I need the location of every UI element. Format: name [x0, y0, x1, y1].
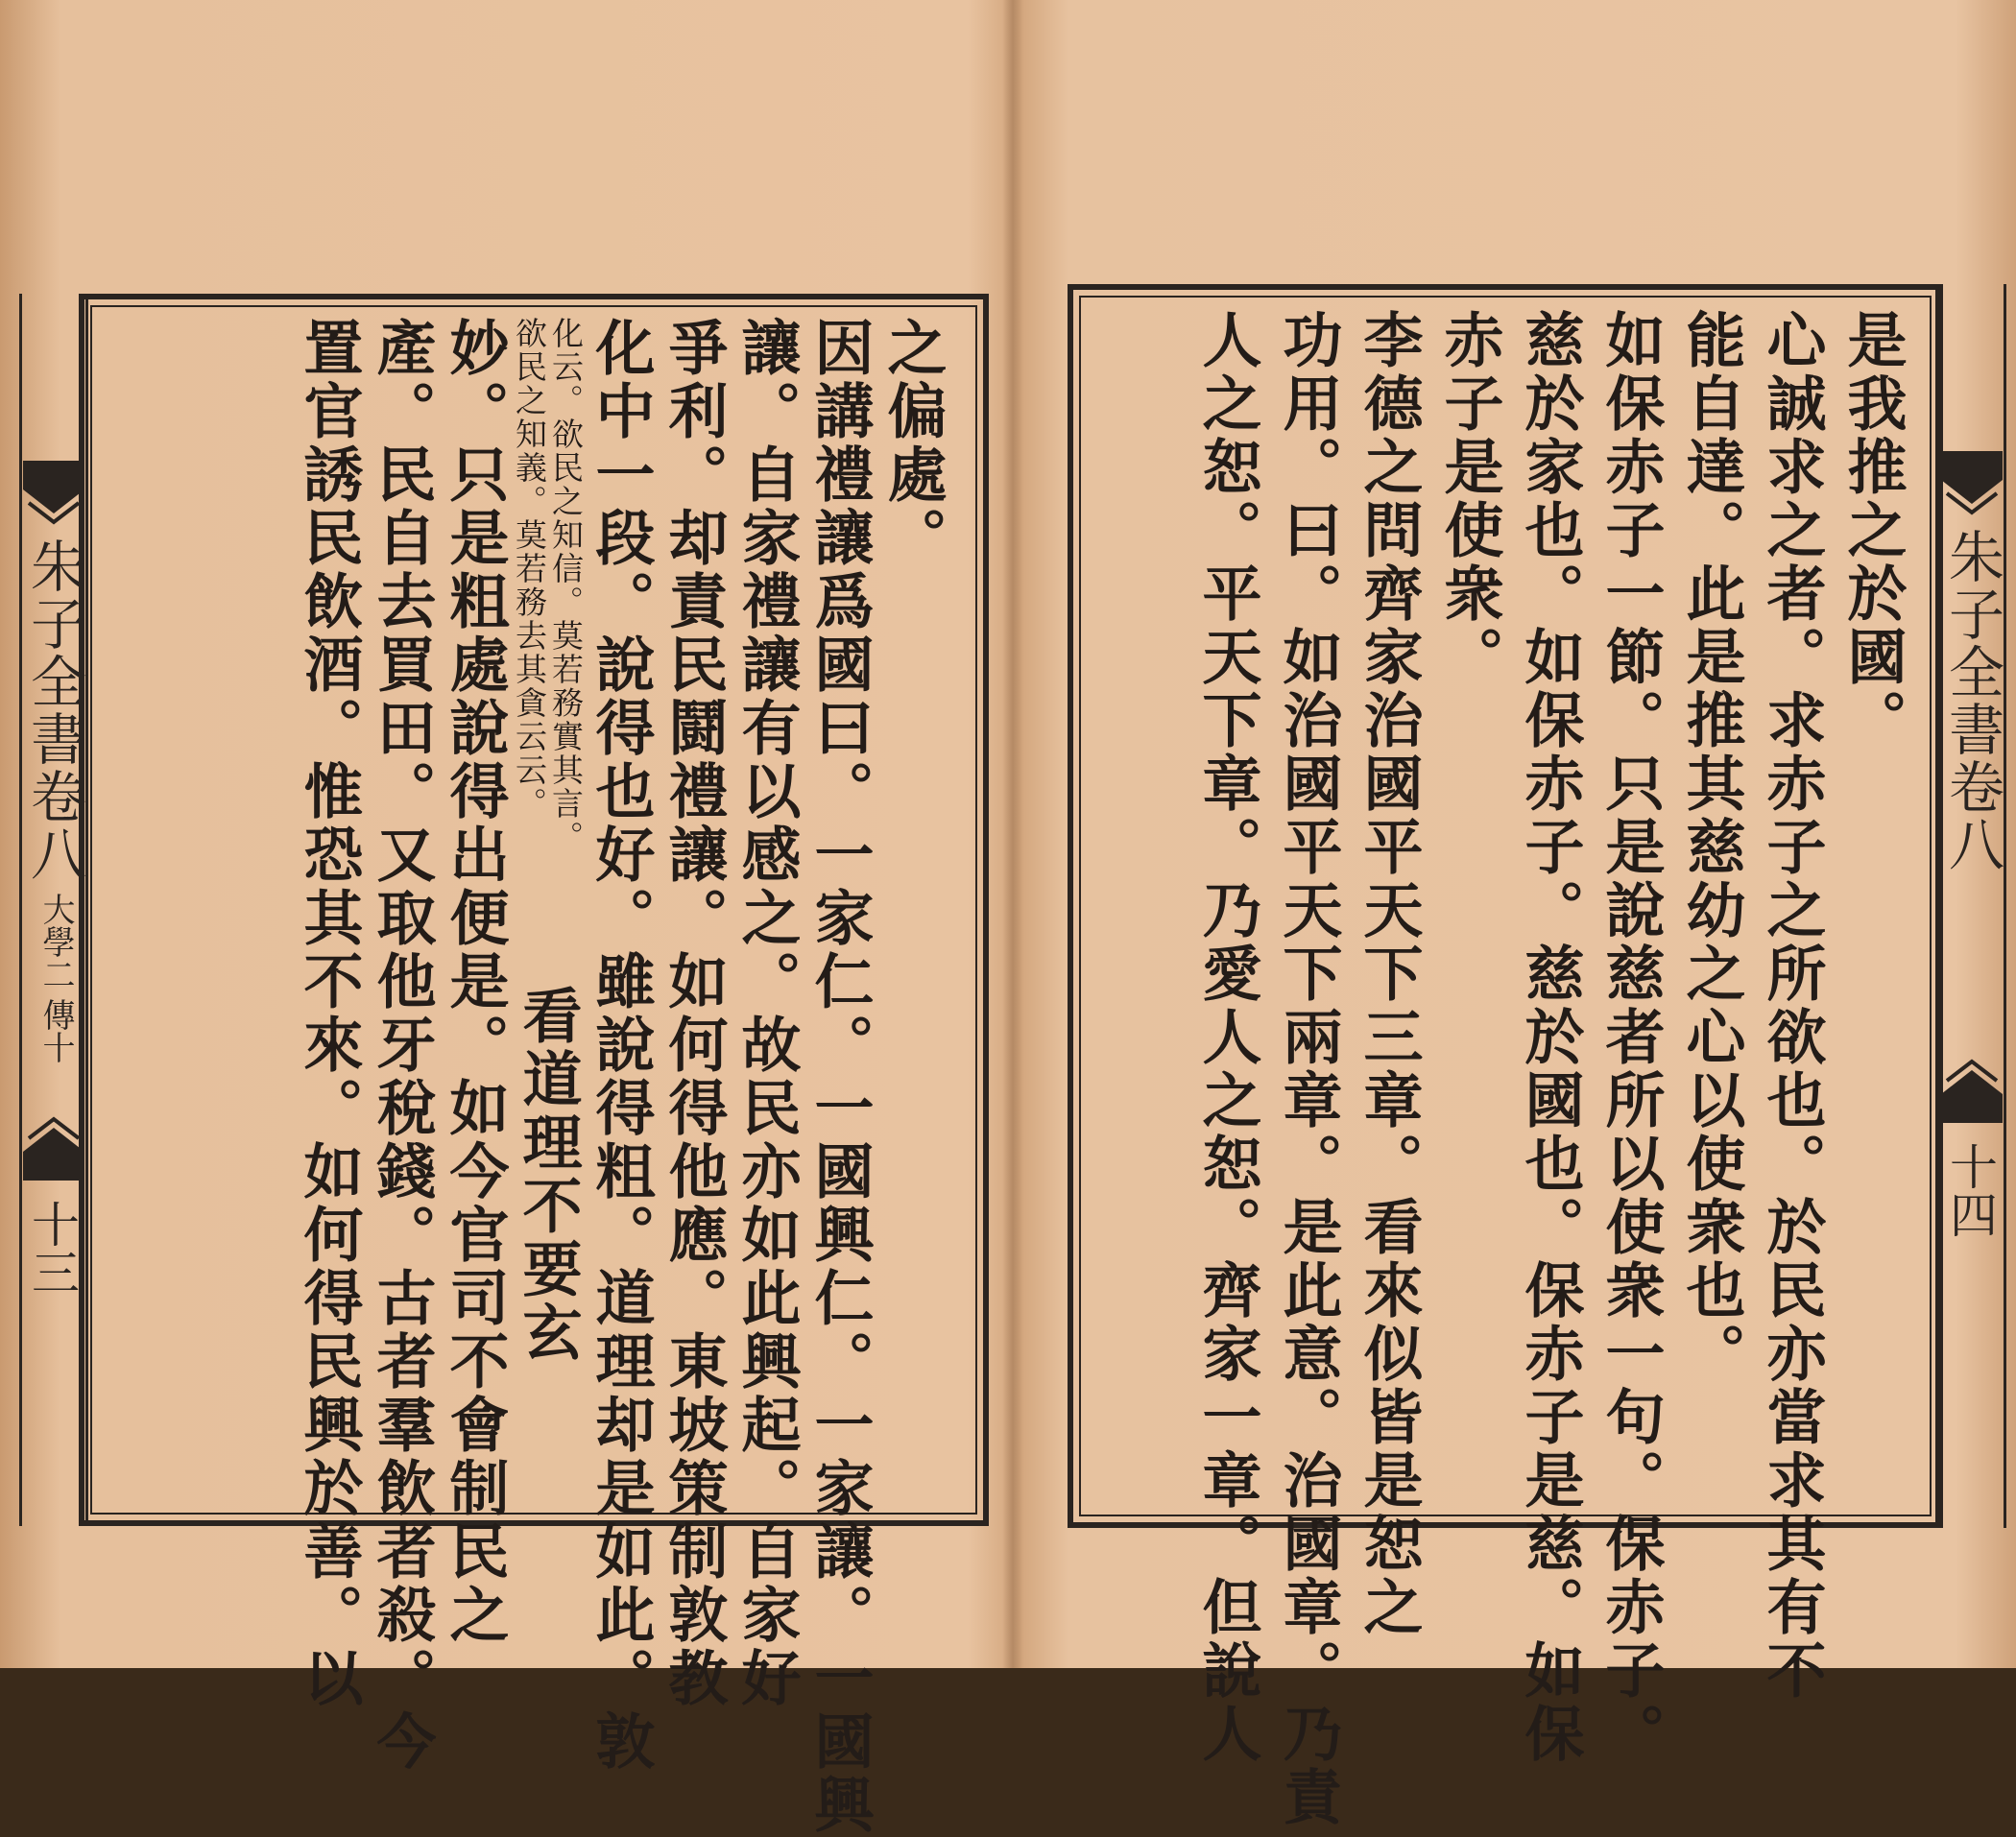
right-col-3: 能自達。此是推其慈幼之心以使衆也。	[1676, 309, 1746, 1386]
left-col-5: 化中一段。說得也好。雖說得粗。道理却是如此。敦	[586, 317, 656, 1774]
fish-tail-mark-top	[23, 461, 84, 528]
left-col-2: 因講禮讓爲國曰。一家仁。一國興仁。一家讓。一國興	[804, 317, 875, 1837]
left-col-3: 讓。自家禮讓有以感之。故民亦如此興起。自家好	[732, 317, 802, 1710]
left-col-4: 爭利。却責民鬪禮讓。如何得他應。東坡策制敦教	[659, 317, 729, 1710]
right-margin-leaf-number: 十四	[1942, 1142, 1998, 1238]
left-col-8: 產。民自去買田。又取他牙稅錢。古者羣飲者殺。今	[367, 317, 437, 1774]
left-margin-title: 朱子全書卷八	[21, 537, 86, 883]
right-page	[1012, 0, 2016, 1829]
left-col-6-tail: 看道理不要玄	[513, 985, 583, 1365]
right-col-5: 慈於家也。如保赤子。慈於國也。保赤子是慈。如保	[1515, 309, 1585, 1766]
left-col-9: 置官誘民飲酒。惟恐其不來。如何得民興於善。以	[294, 317, 364, 1710]
left-margin-section: 大學二	[36, 893, 75, 990]
right-col-6: 赤子是使衆。	[1434, 309, 1504, 689]
fish-tail-mark-bottom	[23, 1113, 84, 1181]
right-col-1: 是我推之於國。	[1837, 309, 1908, 752]
right-col-2: 心誠求之者。求赤子之所欲也。於民亦當求其有不	[1757, 309, 1827, 1703]
right-margin-title: 朱子全書卷八	[1939, 528, 2004, 873]
left-margin-leaf-number: 十三	[24, 1200, 80, 1296]
right-text-body	[1096, 309, 1922, 1829]
right-col-7: 李德之問齊家治國平天下三章。看來似皆是恕之	[1354, 309, 1424, 1639]
left-text-body	[108, 317, 972, 1837]
left-col-6-note-b: 欲民之知義。莫若務去其貪云云。	[511, 317, 548, 821]
right-col-9: 人之恕。平天下章。乃愛人之恕。齊家一章。但說人	[1192, 309, 1262, 1766]
right-col-8: 功用。曰。如治國平天下兩章。是此意。治國章。乃責	[1273, 309, 1343, 1829]
right-fish-tail-mark-top	[1941, 451, 2003, 518]
right-fish-tail-mark-bottom	[1941, 1056, 2003, 1123]
left-margin-chapter: 傳十	[36, 998, 75, 1063]
left-col-1: 之偏處。	[877, 317, 948, 570]
right-col-4: 如保赤子一節。只是說慈者所以使衆一句。保赤子。	[1596, 309, 1666, 1766]
left-col-7: 妙。只是粗處說得出便是。如今官司不會制民之	[440, 317, 510, 1647]
left-col-6-note-a: 化云。欲民之知信。莫若務實其言。	[547, 317, 585, 854]
